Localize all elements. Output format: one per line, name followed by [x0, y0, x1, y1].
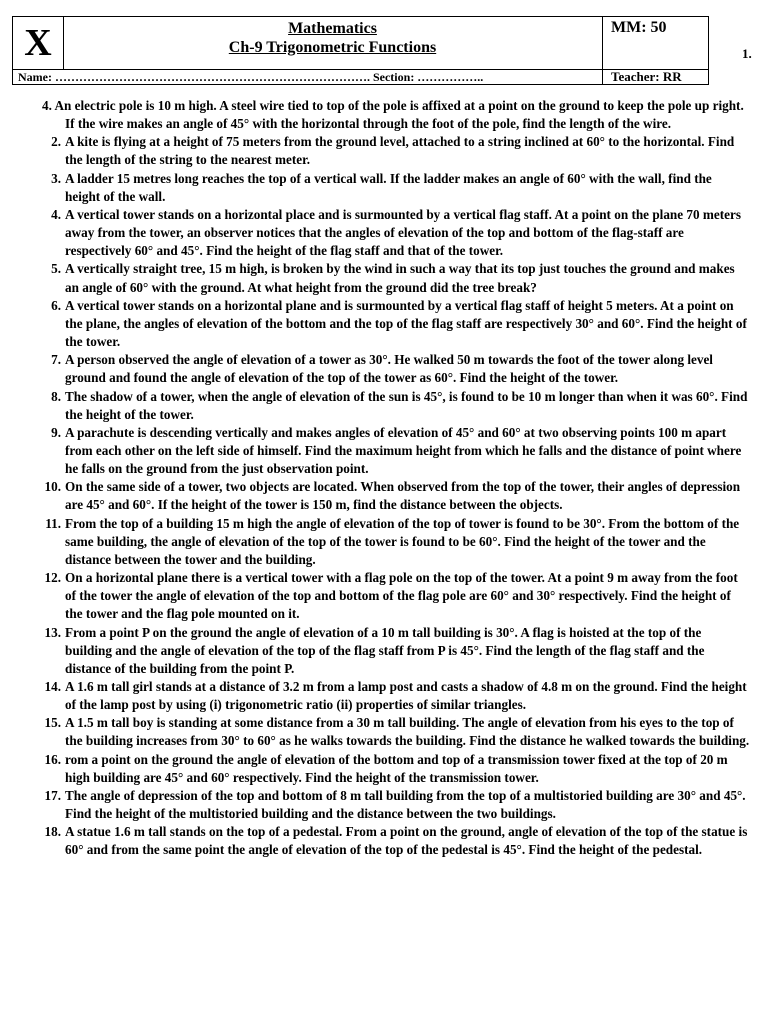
question-number: 12. — [44, 570, 61, 586]
question-item — [34, 678, 750, 714]
question-item — [34, 97, 750, 133]
question-item — [34, 424, 750, 478]
question-item — [34, 133, 750, 169]
question-number: 16. — [44, 751, 61, 767]
name-section-field: Name: ……………………………………………………………………. Section: …………….. — [13, 69, 603, 85]
header-bottom-row — [13, 69, 708, 85]
question-text: A vertical tower stands on a horizontal place and is surmounted by a vertical flag staff. At a point on the plane 70 meters away from the tower, an observer notices that the angles of elevation of the top and bottom of the flag-staff are respectively 60° and 45°. Find the height of the flag staff and that of the tower. — [65, 206, 741, 259]
question-text: A vertically straight tree, 15 m high, is broken by the wind in such a way that its top just touches the ground and makes an angle of 60° with the ground. At what height from the ground did the tree break? — [65, 261, 735, 295]
question-item — [34, 351, 750, 387]
question-text: A parachute is descending vertically and makes angles of elevation of 45° and 60° at two observing points 100 m apart from each other on the left side of himself. Find the maximum height from which he falls and the distance of point where he falls on the ground from the just observation point. — [65, 424, 742, 477]
question-number: 11. — [45, 515, 61, 531]
class-label: X — [13, 17, 64, 69]
question-text: rom a point on the ground the angle of elevation of the bottom and top of a transmission tower fixed at the top of 20 m high building are 45° and 60° respectively. Find the height of the transmission tower. — [65, 751, 728, 785]
question-text: A kite is flying at a height of 75 meters from the ground level, attached to a string inclined at 60° to the horizontal. Find the length of the string to the nearest meter. — [65, 134, 735, 168]
question-number: 4. — [42, 98, 52, 113]
question-text: From the top of a building 15 m high the angle of elevation of the top of tower is found to be 30°. From the bottom of the same building, the angle of elevation of the top of the tower is found to be 60°. Find the height of the tower and the distance between the tower and the building. — [65, 515, 740, 567]
question-number: 10. — [44, 479, 61, 495]
question-text: A vertical tower stands on a horizontal plane and is surmounted by a vertical flag staff of height 5 meters. At a point on the plane, the angles of elevation of the bottom and the top of the flag staff are respectively 30° and 60°. Find the height of the tower. — [65, 297, 747, 350]
question-number: 17. — [44, 787, 61, 803]
subject-title: Mathematics — [288, 20, 377, 37]
question-text: From a point P on the ground the angle of elevation of a 10 m tall building is 30°. A flag is hoisted at the top of the building and the angle of elevation of the top of the flag staff from P is 45°. Find the length of the flag staff and the distance of the building from the point P. — [65, 624, 705, 676]
question-item — [34, 624, 750, 678]
question-number: 8. — [51, 388, 61, 404]
question-text: A 1.6 m tall girl stands at a distance of 3.2 m from a lamp post and casts a shadow of 4.8 m on the ground. Find the height of the lamp post by using (i) trigonometric ratio (ii) properties of similar triangles. — [65, 679, 747, 713]
question-number: 9. — [51, 424, 61, 440]
question-text: A 1.5 m tall boy is standing at some distance from a 30 m tall building. The angle of elevation from his eyes to the top of the building increases from 30° to 60° as he walks towards the building. Find the distance he walked towards the building. — [65, 715, 750, 749]
question-item — [34, 569, 750, 623]
question-number: 13. — [44, 624, 61, 640]
question-text: On the same side of a tower, two objects are located. When observed from the top of the tower, their angles of depression are 45° and 60°. If the height of the tower is 150 m, find the distance between the objects. — [65, 479, 741, 513]
question-text: A statue 1.6 m tall stands on the top of a pedestal. From a point on the ground, angle of elevation of the top of the statue is 60° and from the same point the angle of elevation of the top of the pedestal is 45°. Find the height of the pedestal. — [65, 824, 748, 858]
question-item — [34, 297, 750, 351]
question-number: 18. — [44, 824, 61, 840]
question-body: An electric pole is 10 m high. A steel wire tied to top of the pole is affixed at a point on the ground to keep the pole up right. If the wire makes an angle of 45° with the horizontal through the foot of the pole, find the length of the wire. — [54, 98, 744, 132]
question-item — [34, 170, 750, 206]
question-item — [34, 823, 750, 859]
question-item — [34, 751, 750, 787]
chapter-title: Ch-9 Trigonometric Functions — [228, 39, 437, 56]
question-item — [34, 260, 750, 296]
question-item — [34, 206, 750, 260]
header-top-row — [13, 17, 708, 70]
question-text: On a horizontal plane there is a vertical tower with a flag pole on the top of the tower. At a point 9 m away from the foot of the tower the angle of elevation of the top and bottom of the flag pole are 60° and 30° respectively. Find the height of the tower and the flag pole mounted on it. — [65, 570, 738, 622]
question-text: The angle of depression of the top and bottom of 8 m tall building from the top of a multistoried building are 30° and 45°. Find the height of the multistoried building and the distance between the two buildings. — [65, 787, 746, 822]
question-text — [34, 97, 750, 133]
question-number: 4. — [51, 206, 61, 222]
question-number: 3. — [51, 170, 61, 186]
question-number: 15. — [44, 715, 61, 731]
question-number: 6. — [51, 297, 61, 313]
question-text: A person observed the angle of elevation of a tower as 30°. He walked 50 m towards the foot of the tower along level ground and found the angle of elevation of the top of the tower as 60°. Find the height of the tower. — [65, 352, 713, 386]
question-number: 7. — [51, 352, 61, 368]
question-number: 2. — [51, 134, 61, 150]
question-number: 5. — [51, 261, 61, 277]
question-item — [34, 388, 750, 424]
question-text: A ladder 15 metres long reaches the top of a vertical wall. If the ladder makes an angle of 60° with the wall, find the height of the wall. — [65, 170, 712, 204]
question-item — [34, 478, 750, 514]
question-text: The shadow of a tower, when the angle of elevation of the sun is 45°, is found to be 10 m longer than when it was 60°. Find the height of the tower. — [65, 388, 748, 422]
question-item — [34, 515, 750, 569]
question-number: 14. — [44, 679, 61, 694]
teacher-field: Teacher: RR — [611, 69, 682, 84]
worksheet-header — [12, 16, 709, 85]
question-item — [34, 714, 750, 750]
question-list — [34, 97, 750, 860]
title-block — [63, 17, 603, 69]
question-item — [34, 787, 750, 823]
page-mark: 1. — [742, 46, 752, 61]
max-marks: MM: 50 — [611, 19, 667, 36]
